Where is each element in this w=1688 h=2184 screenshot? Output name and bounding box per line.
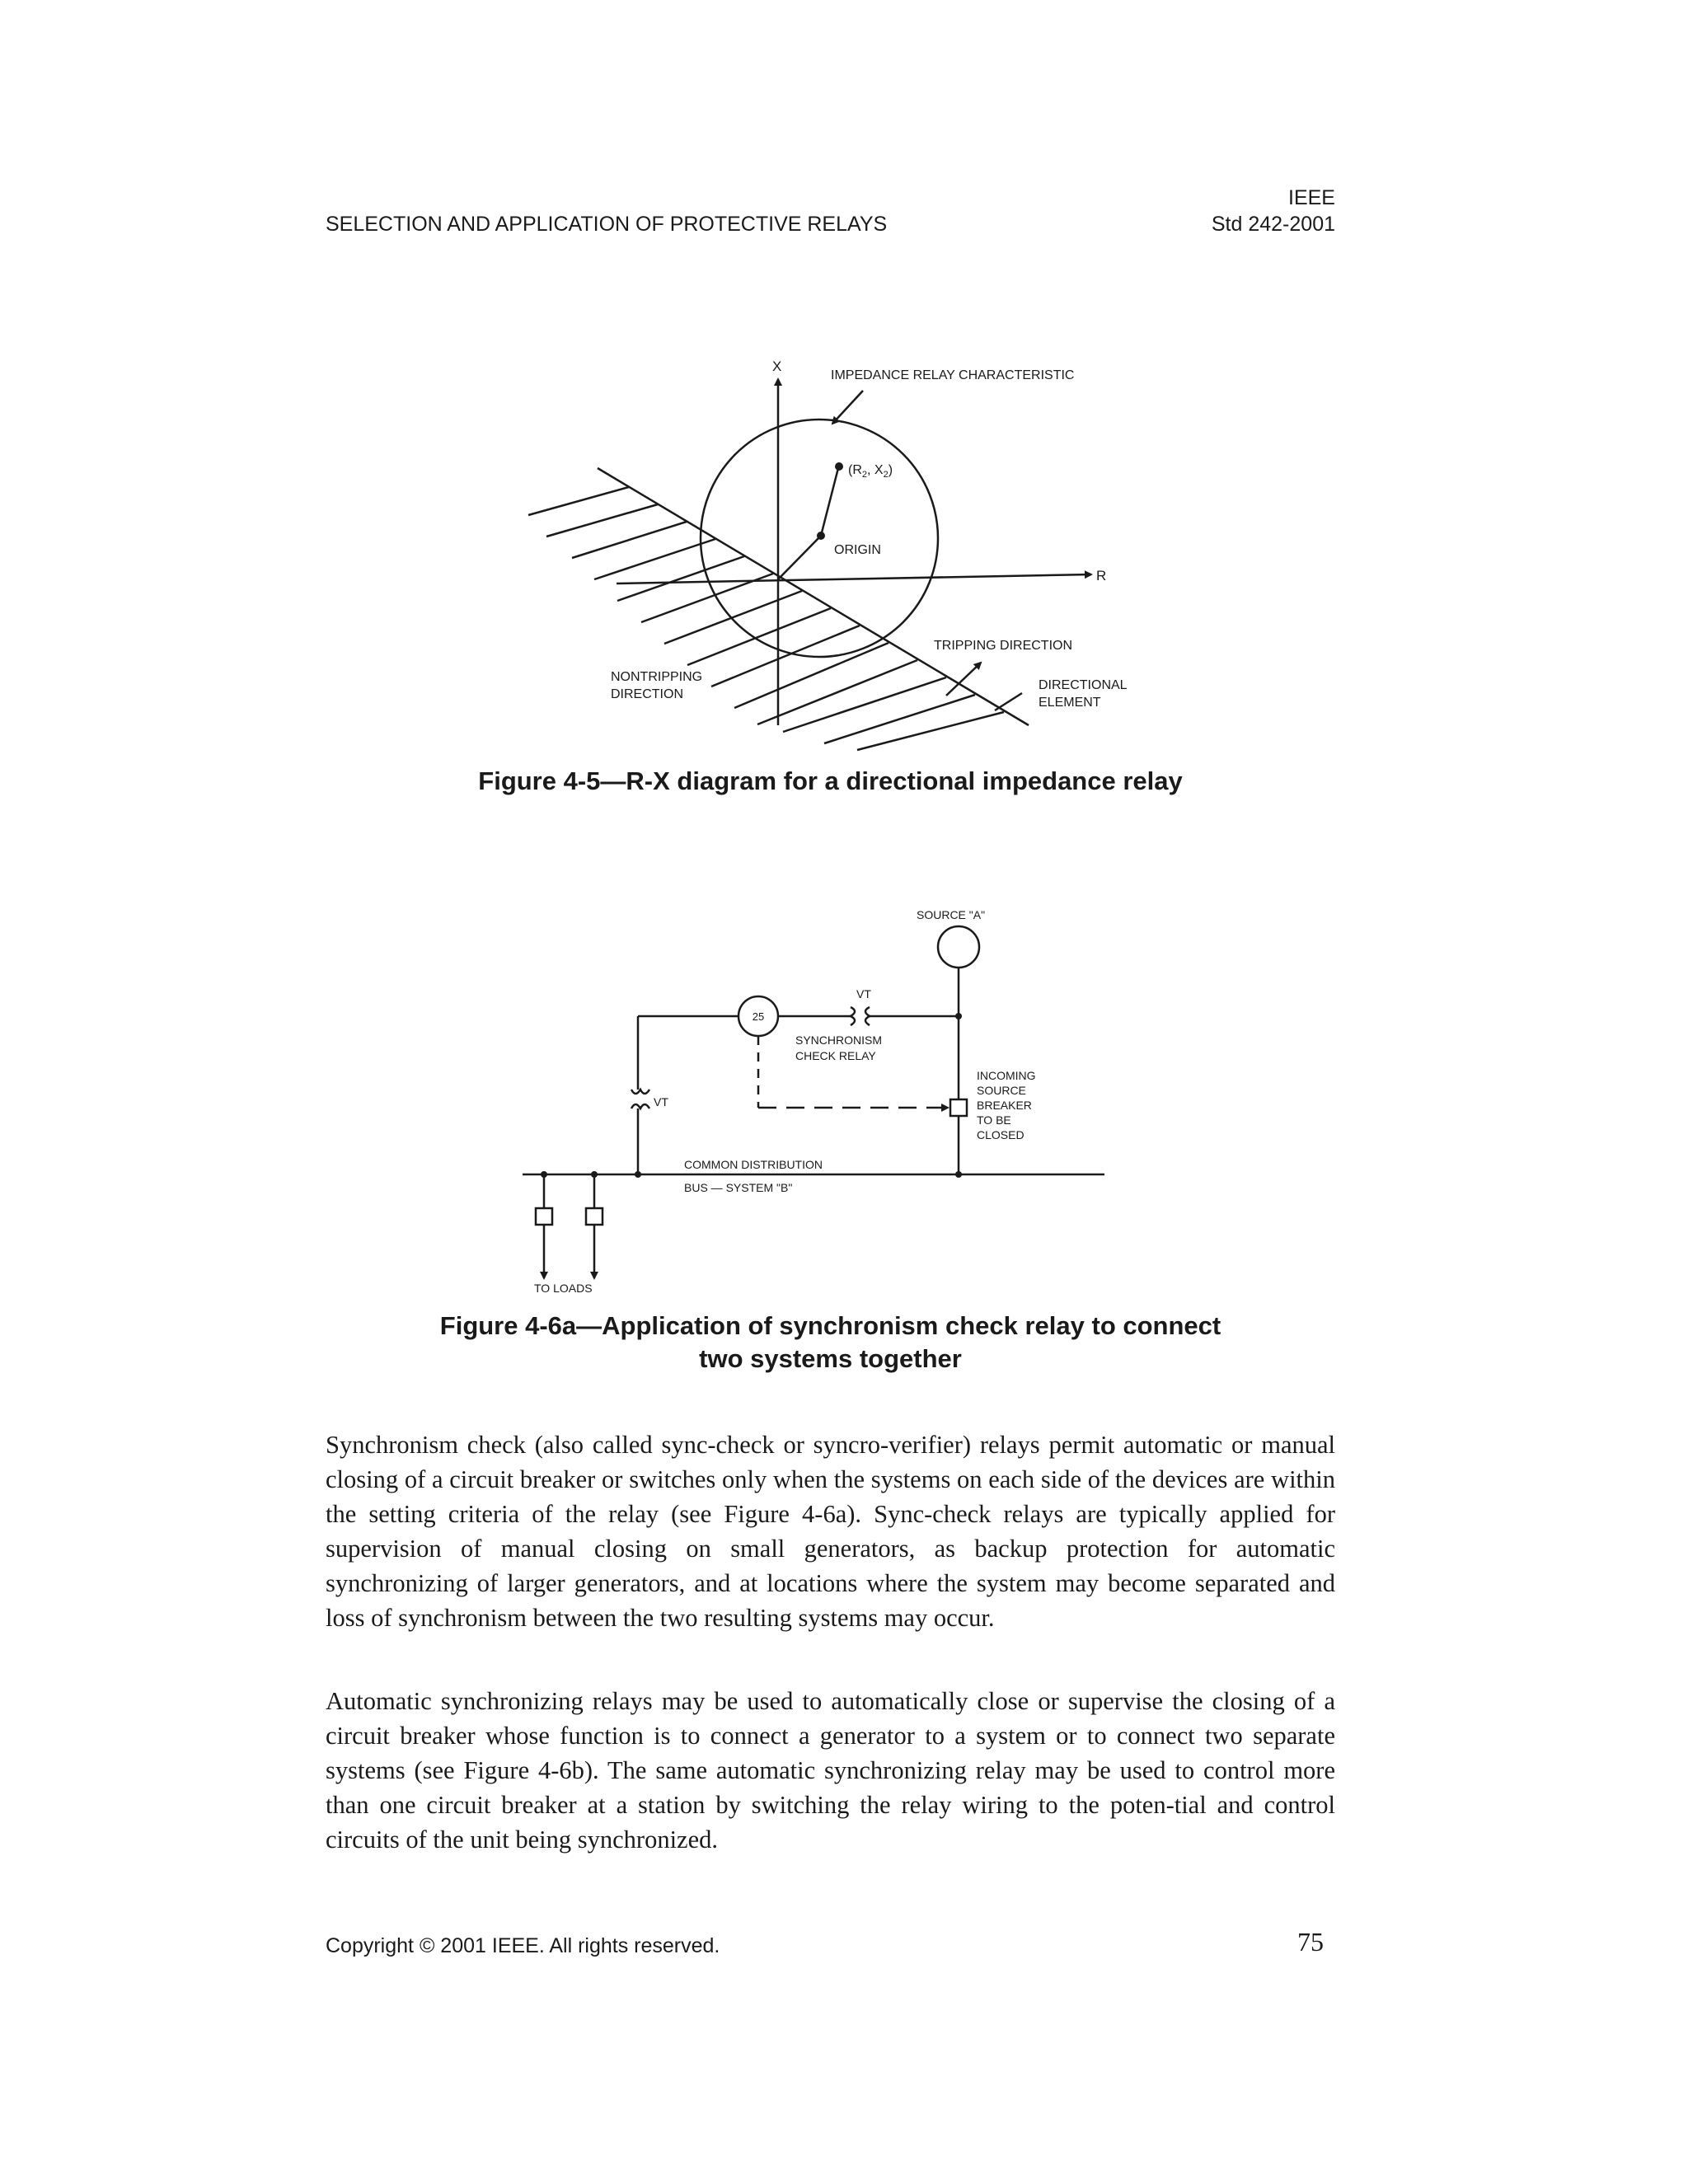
relay-number: 25 [752, 1010, 765, 1023]
tripping-direction-label: TRIPPING DIRECTION [934, 639, 1073, 653]
characteristic-label: IMPEDANCE RELAY CHARACTERISTIC [831, 368, 1075, 382]
running-header-org: IEEE [1288, 186, 1335, 209]
point-label: ($R_2$, $X_2$) [848, 463, 893, 480]
x-axis-label: X [772, 359, 782, 374]
figure-4-6a-caption [326, 1310, 1335, 1376]
body-paragraph-1: Synchronism check (also called sync-check or syncro-verifier) relays permit automatic or manual closing of a circuit breaker or switches only when the systems on each side of the devices are within the setting criteria of the relay (see Figure 4-6a). Sync-check relays are typically applied for supervision of manual closing on small generators, as backup protection for automatic synchronizing of larger generators, and at locations where the system may become separated and loss of synchronism between the two resulting systems may occur. [326, 1431, 1335, 1632]
r-axis-label: R [1096, 568, 1107, 583]
vt-left-primary [631, 1090, 649, 1094]
directional-label-2: ELEMENT [1039, 696, 1101, 710]
load-breaker-1 [536, 1208, 552, 1225]
origin-label: ORIGIN [834, 543, 881, 557]
footer-copyright: Copyright © 2001 IEEE. All rights reserved. [326, 1934, 720, 1957]
vt-left-secondary [631, 1104, 649, 1108]
bus-label-2: BUS — SYSTEM "B" [684, 1181, 793, 1194]
bus-label-1: COMMON DISTRIBUTION [684, 1158, 823, 1171]
vt-top-label: VT [856, 987, 871, 1001]
load-breaker-2 [586, 1208, 603, 1225]
vt-top-primary [851, 1007, 855, 1025]
running-header-title: SELECTION AND APPLICATION OF PROTECTIVE RELAYS [326, 213, 888, 236]
nontripping-label-1: NONTRIPPING [611, 670, 703, 684]
relay-label-1: SYNCHRONISM [795, 1033, 883, 1047]
breaker-label-2: SOURCE [977, 1084, 1026, 1097]
source-a-generator [938, 926, 979, 968]
breaker-label-5: CLOSED [977, 1128, 1025, 1141]
footer-page-number: 75 [1297, 1927, 1324, 1957]
directional-label-1: DIRECTIONAL [1039, 678, 1128, 692]
figure-4-5-caption: Figure 4-5—R-X diagram for a directional impedance relay [478, 766, 1183, 795]
source-a-label: SOURCE "A" [917, 908, 986, 921]
figure-4-6a-caption-line2: two systems together [699, 1344, 962, 1373]
breaker-label-3: BREAKER [977, 1099, 1032, 1112]
breaker-label-1: INCOMING [977, 1069, 1036, 1082]
body-paragraph-2: Automatic synchronizing relays may be used to automatically close or supervise the closing of a circuit breaker whose function is to connect a generator to a system or to connect two separate systems (see Figure 4-6b). The same automatic synchronizing relay may be used to control more than one circuit breaker at a station by switching the relay wiring to the poten-tial and control circuits of the unit being synchronized. [326, 1687, 1335, 1854]
breaker-label-4: TO BE [977, 1113, 1011, 1127]
vt-top-secondary [865, 1007, 870, 1025]
running-header-standard: Std 242-2001 [1211, 213, 1335, 236]
nontripping-label-2: DIRECTION [611, 687, 683, 701]
loads-label: TO LOADS [534, 1282, 593, 1295]
incoming-breaker [950, 1099, 967, 1116]
relay-label-2: CHECK RELAY [795, 1049, 876, 1062]
vt-left-label: VT [654, 1095, 668, 1108]
figure-4-6a-caption-line1: Figure 4-6a—Application of synchronism check relay to connect [439, 1311, 1221, 1340]
